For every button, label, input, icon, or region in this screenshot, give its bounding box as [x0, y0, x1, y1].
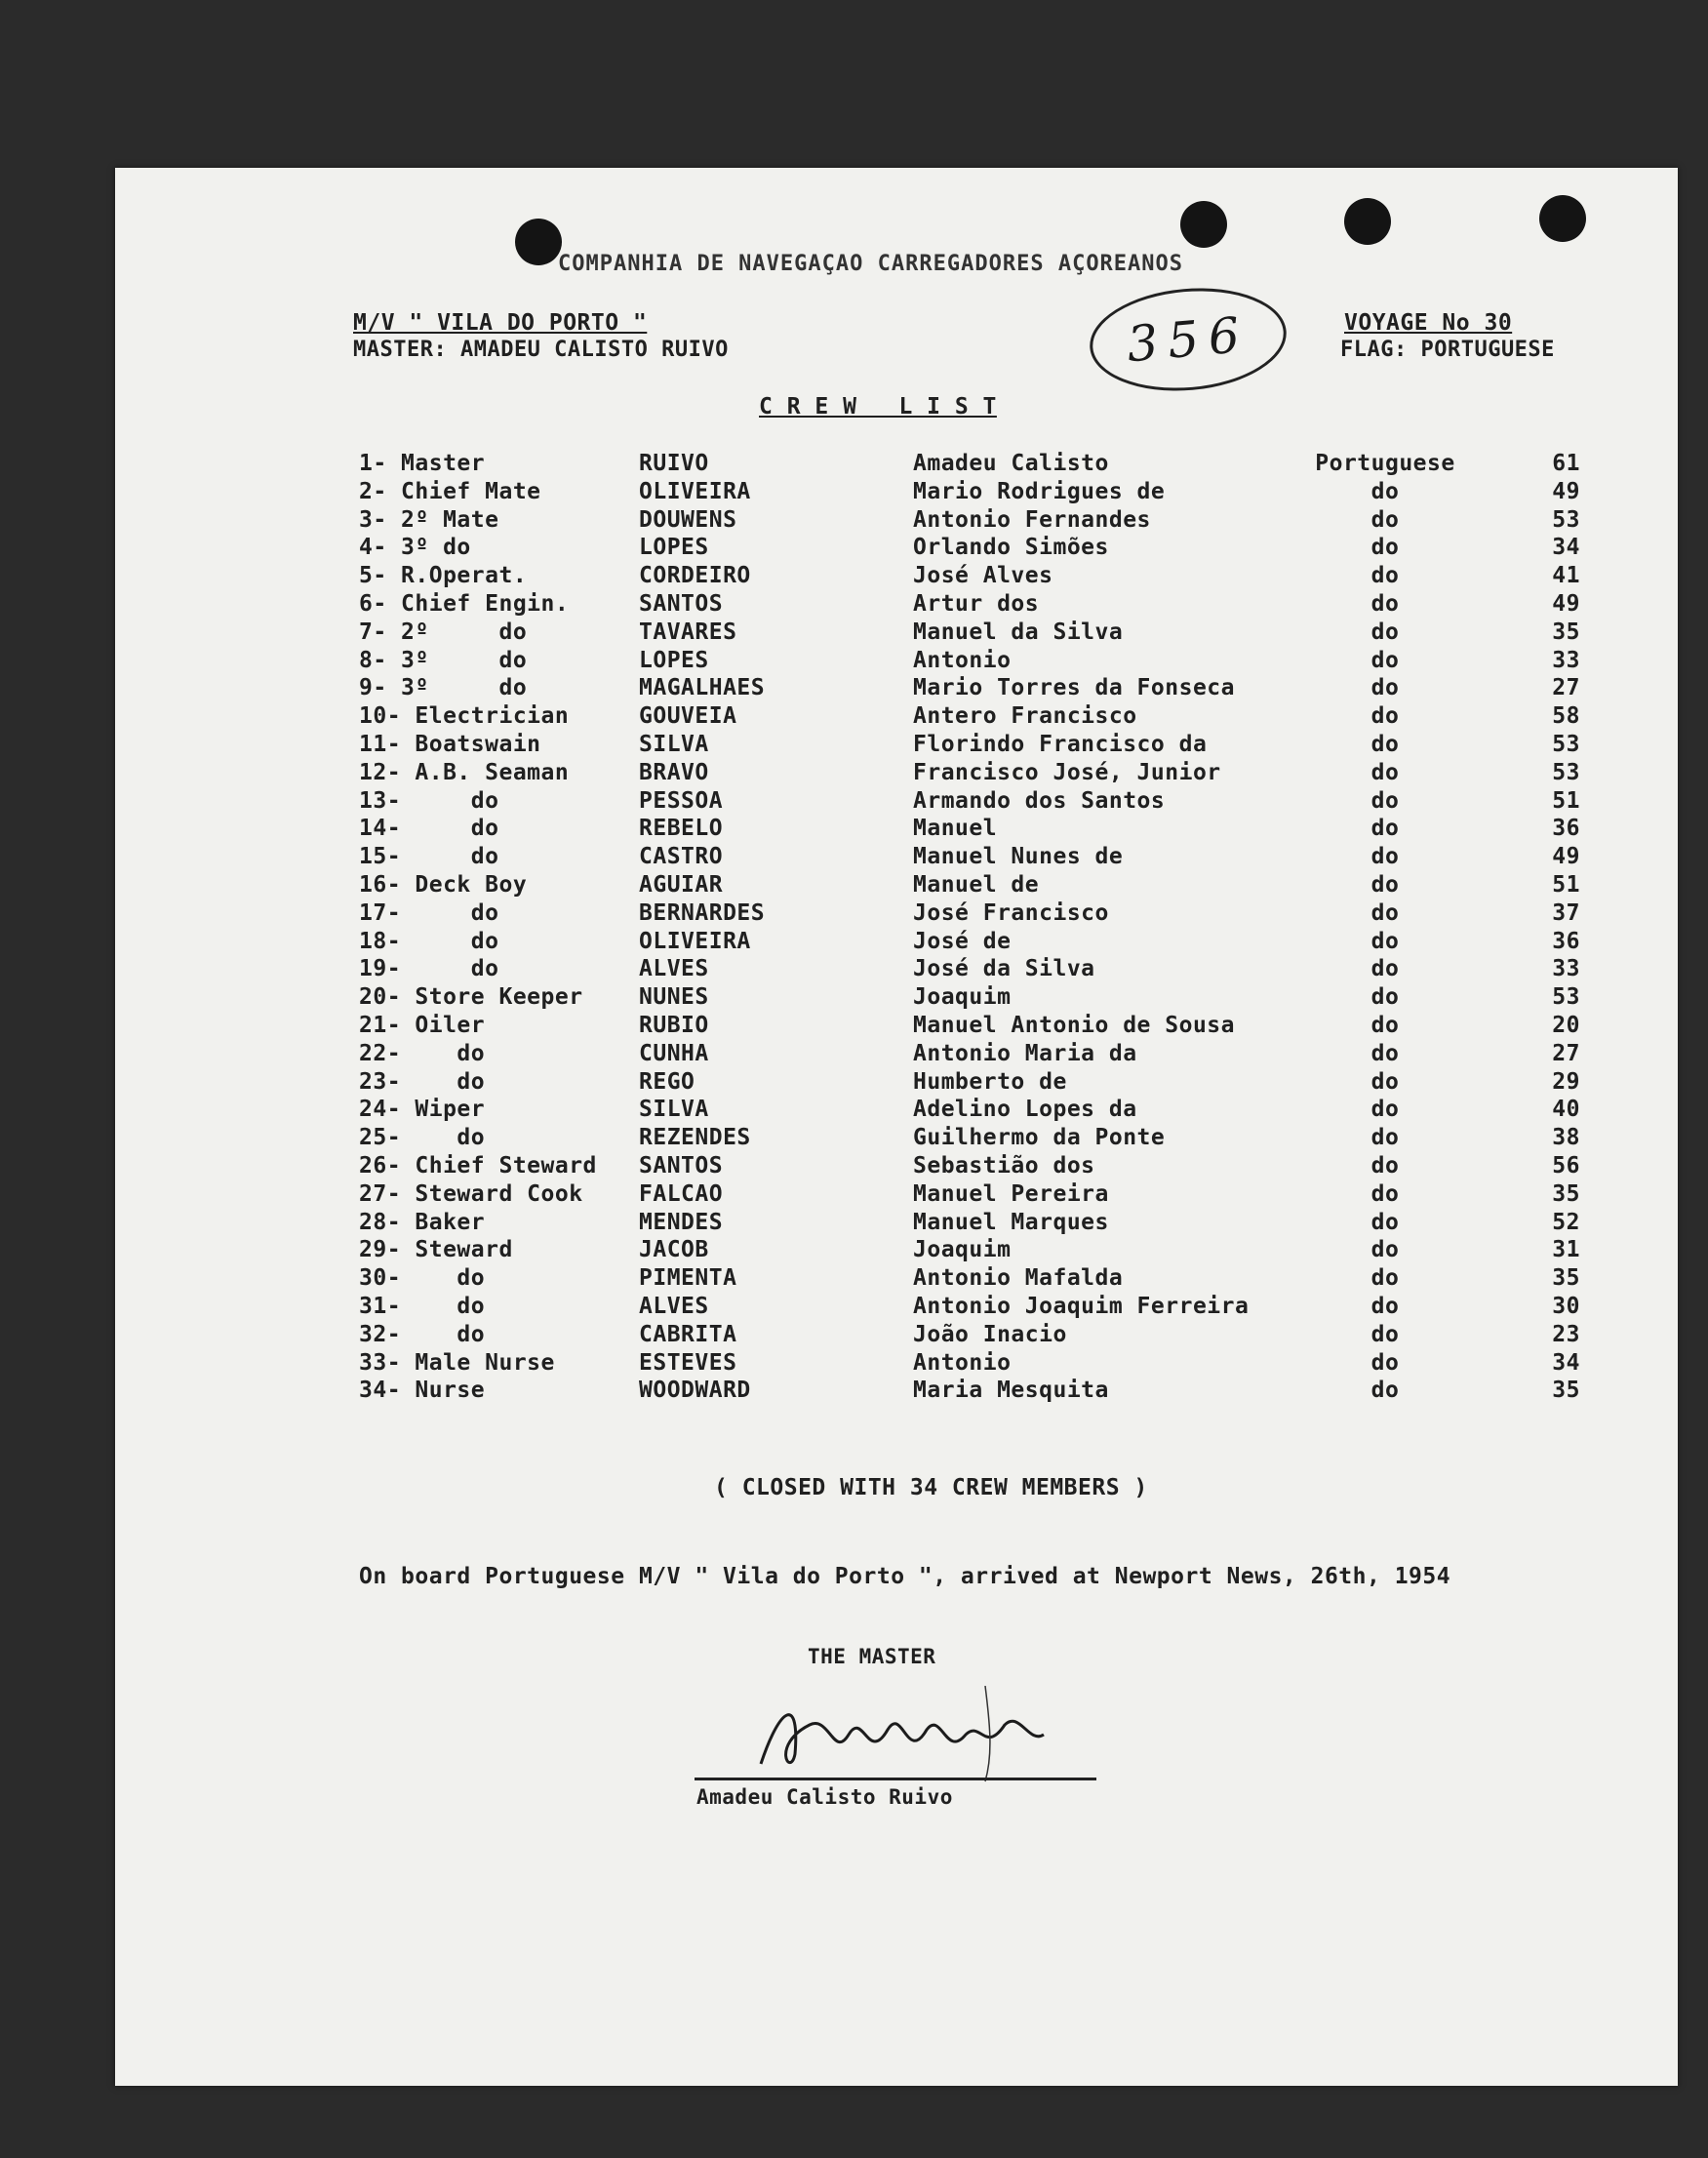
- crew-nationality: do: [1370, 647, 1400, 673]
- crew-nationality: do: [1370, 1265, 1400, 1292]
- crew-surname: REBELO: [639, 816, 724, 842]
- signatory-title: THE MASTER: [808, 1645, 936, 1668]
- crew-nationality: do: [1370, 1349, 1400, 1376]
- crew-role: 7- 2º do: [359, 619, 528, 645]
- crew-surname: JACOB: [639, 1237, 709, 1263]
- closed-note: ( CLOSED WITH 34 CREW MEMBERS ): [714, 1475, 1148, 1500]
- crew-role: 17- do: [359, 899, 499, 926]
- crew-row: [0, 563, 1708, 591]
- crew-row: [0, 479, 1708, 507]
- crew-given-names: Manuel Pereira: [913, 1180, 1109, 1207]
- crew-surname: SILVA: [639, 732, 709, 757]
- flag: FLAG: PORTUGUESE: [1340, 338, 1555, 362]
- company-name: COMPANHIA DE NAVEGAÇAO CARREGADORES AÇOREANOS: [558, 252, 1184, 276]
- crew-row: [0, 451, 1708, 479]
- crew-role: 25- do: [359, 1125, 486, 1151]
- crew-nationality: do: [1370, 591, 1400, 617]
- signature: [741, 1686, 1063, 1783]
- crew-given-names: Joaquim: [913, 984, 1012, 1011]
- signature-line: [695, 1778, 1096, 1780]
- crew-given-names: José da Silva: [913, 956, 1095, 982]
- crew-role: 4- 3º do: [359, 535, 471, 561]
- crew-row: [0, 1294, 1708, 1322]
- crew-age: 33: [1552, 647, 1580, 673]
- crew-row: [0, 1013, 1708, 1041]
- crew-role: 20- Store Keeper: [359, 984, 583, 1011]
- crew-row: [0, 507, 1708, 536]
- crew-role: 30- do: [359, 1265, 486, 1292]
- crew-given-names: Mario Torres da Fonseca: [913, 675, 1235, 701]
- crew-age: 36: [1552, 816, 1580, 842]
- crew-age: 31: [1552, 1237, 1580, 1263]
- crew-role: 11- Boatswain: [359, 732, 541, 757]
- crew-role: 5- R.Operat.: [359, 563, 528, 589]
- crew-row: [0, 929, 1708, 957]
- crew-surname: CASTRO: [639, 844, 724, 870]
- crew-role: 3- 2º Mate: [359, 506, 499, 533]
- crew-age: 34: [1552, 535, 1580, 561]
- crew-age: 53: [1552, 506, 1580, 533]
- crew-row: [0, 1181, 1708, 1210]
- crew-age: 30: [1552, 1294, 1580, 1319]
- crew-row: [0, 760, 1708, 788]
- crew-given-names: Sebastião dos: [913, 1153, 1095, 1179]
- crew-given-names: Francisco José, Junior: [913, 759, 1221, 785]
- crew-role: 12- A.B. Seaman: [359, 759, 570, 785]
- crew-given-names: Armando dos Santos: [913, 787, 1166, 814]
- crew-row: [0, 984, 1708, 1013]
- crew-row: [0, 788, 1708, 817]
- crew-row: [0, 1378, 1708, 1406]
- crew-nationality: do: [1370, 984, 1400, 1011]
- crew-given-names: Manuel da Silva: [913, 619, 1124, 645]
- crew-row: [0, 648, 1708, 676]
- crew-given-names: Antonio Mafalda: [913, 1265, 1124, 1292]
- crew-age: 35: [1552, 619, 1580, 645]
- crew-row: [0, 703, 1708, 732]
- crew-role: 10- Electrician: [359, 703, 570, 730]
- crew-age: 37: [1552, 899, 1580, 926]
- crew-nationality: do: [1370, 928, 1400, 954]
- crew-age: 53: [1552, 759, 1580, 785]
- crew-role: 15- do: [359, 844, 499, 870]
- punch-hole-1: [515, 219, 562, 265]
- crew-surname: OLIVEIRA: [639, 928, 751, 954]
- crew-role: 23- do: [359, 1068, 486, 1095]
- crew-nationality: do: [1370, 1378, 1400, 1404]
- crew-surname: SILVA: [639, 1097, 709, 1123]
- crew-age: 27: [1552, 675, 1580, 701]
- crew-surname: FALCAO: [639, 1180, 724, 1207]
- crew-surname: LOPES: [639, 647, 709, 673]
- crew-role: 14- do: [359, 816, 499, 842]
- crew-age: 33: [1552, 956, 1580, 982]
- crew-surname: GOUVEIA: [639, 703, 737, 730]
- crew-role: 31- do: [359, 1294, 486, 1319]
- crew-surname: OLIVEIRA: [639, 478, 751, 504]
- crew-role: 34- Nurse: [359, 1378, 486, 1404]
- crew-surname: CUNHA: [639, 1040, 709, 1066]
- crew-nationality: do: [1370, 563, 1400, 589]
- crew-given-names: Mario Rodrigues de: [913, 478, 1166, 504]
- crew-nationality: do: [1370, 478, 1400, 504]
- crew-given-names: Orlando Simões: [913, 535, 1109, 561]
- crew-age: 29: [1552, 1068, 1580, 1095]
- crew-nationality: do: [1370, 1013, 1400, 1038]
- crew-given-names: Florindo Francisco da: [913, 732, 1208, 757]
- crew-role: 27- Steward Cook: [359, 1180, 583, 1207]
- crew-given-names: Humberto de: [913, 1068, 1067, 1095]
- crew-given-names: Maria Mesquita: [913, 1378, 1109, 1404]
- crew-row: [0, 1041, 1708, 1069]
- crew-role: 26- Chief Steward: [359, 1153, 597, 1179]
- crew-surname: BERNARDES: [639, 899, 766, 926]
- crew-nationality: do: [1370, 1125, 1400, 1151]
- crew-nationality: do: [1370, 816, 1400, 842]
- crew-row: [0, 619, 1708, 648]
- crew-row: [0, 732, 1708, 760]
- crew-role: 8- 3º do: [359, 647, 528, 673]
- crew-age: 56: [1552, 1153, 1580, 1179]
- crew-role: 19- do: [359, 956, 499, 982]
- crew-age: 35: [1552, 1265, 1580, 1292]
- crew-given-names: Manuel Marques: [913, 1209, 1109, 1235]
- crew-row: [0, 675, 1708, 703]
- arrival-note: On board Portuguese M/V " Vila do Porto ", arrived at Newport News, 26th, 1954: [359, 1564, 1451, 1589]
- crew-list-title: C R E W L I S T: [759, 394, 997, 420]
- crew-surname: RUIVO: [639, 451, 709, 476]
- crew-row: [0, 1350, 1708, 1379]
- crew-given-names: Antonio Joaquim Ferreira: [913, 1294, 1250, 1319]
- crew-nationality: do: [1370, 1209, 1400, 1235]
- crew-nationality: do: [1370, 1153, 1400, 1179]
- crew-nationality: do: [1370, 535, 1400, 561]
- crew-age: 51: [1552, 872, 1580, 898]
- crew-age: 53: [1552, 984, 1580, 1011]
- crew-surname: CORDEIRO: [639, 563, 751, 589]
- crew-nationality: do: [1370, 844, 1400, 870]
- crew-role: 22- do: [359, 1040, 486, 1066]
- crew-given-names: José Alves: [913, 563, 1053, 589]
- crew-role: 1- Master: [359, 451, 486, 476]
- crew-surname: WOODWARD: [639, 1378, 751, 1404]
- signatory-name: Amadeu Calisto Ruivo: [696, 1785, 953, 1809]
- crew-row: [0, 844, 1708, 872]
- crew-row: [0, 1322, 1708, 1350]
- crew-surname: REZENDES: [639, 1125, 751, 1151]
- crew-age: 61: [1552, 451, 1580, 476]
- crew-given-names: Antero Francisco: [913, 703, 1137, 730]
- crew-age: 52: [1552, 1209, 1580, 1235]
- stamp-number: 356: [1086, 280, 1291, 398]
- crew-given-names: Guilhermo da Ponte: [913, 1125, 1166, 1151]
- crew-nationality: do: [1370, 1097, 1400, 1123]
- crew-age: 20: [1552, 1013, 1580, 1038]
- crew-surname: ESTEVES: [639, 1349, 737, 1376]
- crew-row: [0, 591, 1708, 619]
- crew-given-names: Antonio: [913, 647, 1012, 673]
- crew-nationality: do: [1370, 1068, 1400, 1095]
- crew-surname: SANTOS: [639, 591, 724, 617]
- crew-role: 2- Chief Mate: [359, 478, 541, 504]
- crew-given-names: Artur dos: [913, 591, 1040, 617]
- crew-role: 13- do: [359, 787, 499, 814]
- crew-age: 53: [1552, 732, 1580, 757]
- crew-age: 36: [1552, 928, 1580, 954]
- crew-surname: MENDES: [639, 1209, 724, 1235]
- crew-surname: LOPES: [639, 535, 709, 561]
- crew-nationality: do: [1370, 1237, 1400, 1263]
- crew-row: [0, 956, 1708, 984]
- crew-surname: REGO: [639, 1068, 695, 1095]
- crew-given-names: Amadeu Calisto: [913, 451, 1109, 476]
- crew-role: 29- Steward: [359, 1237, 513, 1263]
- crew-nationality: do: [1370, 1294, 1400, 1319]
- crew-given-names: Antonio Maria da: [913, 1040, 1137, 1066]
- crew-nationality: do: [1370, 759, 1400, 785]
- crew-nationality: do: [1370, 956, 1400, 982]
- crew-row: [0, 1097, 1708, 1125]
- crew-surname: NUNES: [639, 984, 709, 1011]
- crew-given-names: Manuel: [913, 816, 998, 842]
- crew-role: 24- Wiper: [359, 1097, 486, 1123]
- crew-nationality: Portuguese: [1315, 451, 1455, 476]
- crew-row: [0, 1265, 1708, 1294]
- crew-surname: ALVES: [639, 1294, 709, 1319]
- crew-age: 34: [1552, 1349, 1580, 1376]
- crew-nationality: do: [1370, 619, 1400, 645]
- vessel-name: M/V " VILA DO PORTO ": [353, 310, 648, 336]
- crew-surname: PIMENTA: [639, 1265, 737, 1292]
- crew-given-names: Manuel Nunes de: [913, 844, 1124, 870]
- crew-given-names: Antonio: [913, 1349, 1012, 1376]
- crew-age: 35: [1552, 1378, 1580, 1404]
- crew-age: 51: [1552, 787, 1580, 814]
- crew-given-names: Adelino Lopes da: [913, 1097, 1137, 1123]
- crew-surname: PESSOA: [639, 787, 724, 814]
- crew-role: 28- Baker: [359, 1209, 486, 1235]
- crew-age: 41: [1552, 563, 1580, 589]
- crew-role: 9- 3º do: [359, 675, 528, 701]
- crew-age: 23: [1552, 1321, 1580, 1347]
- punch-hole-2: [1180, 201, 1227, 248]
- crew-given-names: Antonio Fernandes: [913, 506, 1151, 533]
- crew-age: 27: [1552, 1040, 1580, 1066]
- crew-nationality: do: [1370, 1040, 1400, 1066]
- crew-role: 32- do: [359, 1321, 486, 1347]
- master-name: MASTER: AMADEU CALISTO RUIVO: [353, 338, 729, 362]
- crew-row: [0, 900, 1708, 929]
- crew-given-names: José de: [913, 928, 1012, 954]
- crew-age: 40: [1552, 1097, 1580, 1123]
- crew-row: [0, 1125, 1708, 1153]
- crew-row: [0, 1069, 1708, 1098]
- crew-surname: CABRITA: [639, 1321, 737, 1347]
- crew-row: [0, 535, 1708, 563]
- crew-age: 58: [1552, 703, 1580, 730]
- crew-surname: TAVARES: [639, 619, 737, 645]
- crew-nationality: do: [1370, 1180, 1400, 1207]
- crew-row: [0, 1153, 1708, 1181]
- crew-role: 16- Deck Boy: [359, 872, 528, 898]
- punch-hole-3: [1344, 198, 1391, 245]
- crew-nationality: do: [1370, 872, 1400, 898]
- crew-nationality: do: [1370, 1321, 1400, 1347]
- crew-age: 35: [1552, 1180, 1580, 1207]
- crew-surname: DOUWENS: [639, 506, 737, 533]
- crew-row: [0, 816, 1708, 844]
- crew-nationality: do: [1370, 787, 1400, 814]
- crew-given-names: Manuel de: [913, 872, 1040, 898]
- crew-nationality: do: [1370, 506, 1400, 533]
- crew-surname: SANTOS: [639, 1153, 724, 1179]
- crew-given-names: João Inacio: [913, 1321, 1067, 1347]
- crew-nationality: do: [1370, 899, 1400, 926]
- crew-role: 18- do: [359, 928, 499, 954]
- crew-age: 49: [1552, 591, 1580, 617]
- crew-row: [0, 1210, 1708, 1238]
- punch-hole-4: [1539, 195, 1586, 242]
- crew-surname: ALVES: [639, 956, 709, 982]
- crew-nationality: do: [1370, 703, 1400, 730]
- crew-age: 38: [1552, 1125, 1580, 1151]
- crew-role: 6- Chief Engin.: [359, 591, 570, 617]
- crew-age: 49: [1552, 844, 1580, 870]
- crew-role: 21- Oiler: [359, 1013, 486, 1038]
- crew-surname: BRAVO: [639, 759, 709, 785]
- crew-given-names: Manuel Antonio de Sousa: [913, 1013, 1235, 1038]
- crew-given-names: Joaquim: [913, 1237, 1012, 1263]
- crew-nationality: do: [1370, 732, 1400, 757]
- crew-nationality: do: [1370, 675, 1400, 701]
- crew-surname: RUBIO: [639, 1013, 709, 1038]
- crew-row: [0, 1237, 1708, 1265]
- voyage-number: VOYAGE No 30: [1344, 310, 1513, 336]
- crew-surname: AGUIAR: [639, 872, 724, 898]
- crew-row: [0, 872, 1708, 900]
- crew-role: 33- Male Nurse: [359, 1349, 555, 1376]
- crew-surname: MAGALHAES: [639, 675, 766, 701]
- crew-age: 49: [1552, 478, 1580, 504]
- crew-given-names: José Francisco: [913, 899, 1109, 926]
